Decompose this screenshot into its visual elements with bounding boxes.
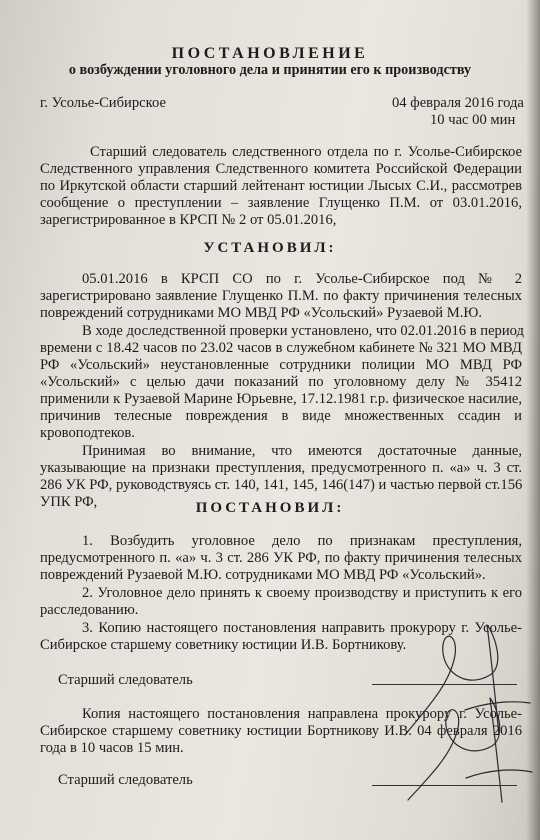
intro-line: сообщение о преступлении – заявление Глущенко П.М. от 03.01.2016,: [40, 195, 522, 211]
intro-line: Следственного управления Следственного комитета Российской Федерации: [40, 161, 522, 177]
decision-line: 1. Возбудить уголовное дело по признакам преступления,: [82, 533, 522, 549]
established-line: применили к Рузаевой Марине Юрьевне, 17.12.1981 г.р. физическое насилие,: [40, 391, 522, 407]
established-line: указывающие на признаки преступления, предусмотренного п. «а» ч. 3 ст.: [40, 460, 522, 476]
decision-line: 3. Копию настоящего постановления направить прокурору г. Усолье-: [82, 620, 522, 636]
document-title: ПОСТАНОВЛЕНИЕ: [171, 45, 369, 62]
signature-label: Старший следователь: [58, 772, 193, 788]
copy-note-line: Сибирское старшему советнику юстиции Бортникову И.В. 04 февраля 2016: [40, 723, 522, 739]
place-city: г. Усолье-Сибирское: [40, 95, 166, 111]
intro-line: Старший следователь следственного отдела по г. Усолье-Сибирское: [90, 144, 522, 160]
established-line: Принимая во внимание, что имеются достаточные данные,: [82, 443, 522, 459]
established-line: времени с 18.42 часов по 23.02 часов в служебном кабинете № 321 МО МВД: [40, 340, 522, 356]
established-line: УПК РФ,: [40, 494, 98, 510]
decision-line: предусмотренного п. «а» ч. 3 ст. 286 УК РФ, по факту причинения телесных: [40, 550, 522, 566]
established-line: кровоподтеков.: [40, 425, 135, 441]
established-line: причинив телесные повреждения в виде множественных ссадин и: [40, 408, 522, 424]
signature-mark: [400, 690, 540, 810]
established-line: В ходе доследственной проверки установлено, что 02.01.2016 в период: [82, 323, 524, 339]
decision-line: повреждений Рузаевой М.Ю. сотрудниками МО МВД РФ «Усольский».: [40, 567, 486, 583]
document-time: 10 час 00 мин: [430, 112, 516, 128]
established-line: РФ «Усольский» неустановленные сотрудники полиции МО МВД РФ: [40, 357, 522, 373]
intro-line: по Иркутской области старший лейтенант юстиции Лысых С.И., рассмотрев: [40, 178, 522, 194]
established-line: «Усольский» с целью дачи показаний по уголовному делу № 35412: [40, 374, 522, 390]
decision-line: расследованию.: [40, 602, 139, 618]
copy-note-line: года в 10 часов 15 мин.: [40, 740, 184, 756]
decision-line: 2. Уголовное дело принять к своему производству и приступить к его: [82, 585, 522, 601]
established-line: зарегистрировано заявление Глущенко П.М. по факту причинения телесных: [40, 288, 522, 304]
signature-label: Старший следователь: [58, 672, 193, 688]
page-edge-shadow: [526, 0, 540, 840]
copy-note-line: Копия настоящего постановления направлена прокурору г. Усолье-: [82, 706, 522, 722]
established-line: 05.01.2016 в КРСП СО по г. Усолье-Сибирское под № 2: [82, 271, 522, 287]
established-line: 286 УК РФ, руководствуясь ст. 140, 141, 145, 146(147) и частью первой ст.156: [40, 477, 523, 493]
decided-heading: ПОСТАНОВИЛ:: [195, 500, 345, 516]
established-heading: УСТАНОВИЛ:: [203, 240, 337, 256]
established-line: повреждений сотрудниками МО МВД РФ «Усольский» Рузаевой М.Ю.: [40, 305, 482, 321]
intro-line: зарегистрированное в КРСП № 2 от 05.01.2016,: [40, 212, 337, 228]
document-date: 04 февраля 2016 года: [392, 95, 524, 111]
document-subtitle: о возбуждении уголовного дела и принятии его к производству: [68, 62, 472, 78]
decision-line: Сибирское старшему советнику юстиции И.В. Бортникову.: [40, 637, 407, 653]
